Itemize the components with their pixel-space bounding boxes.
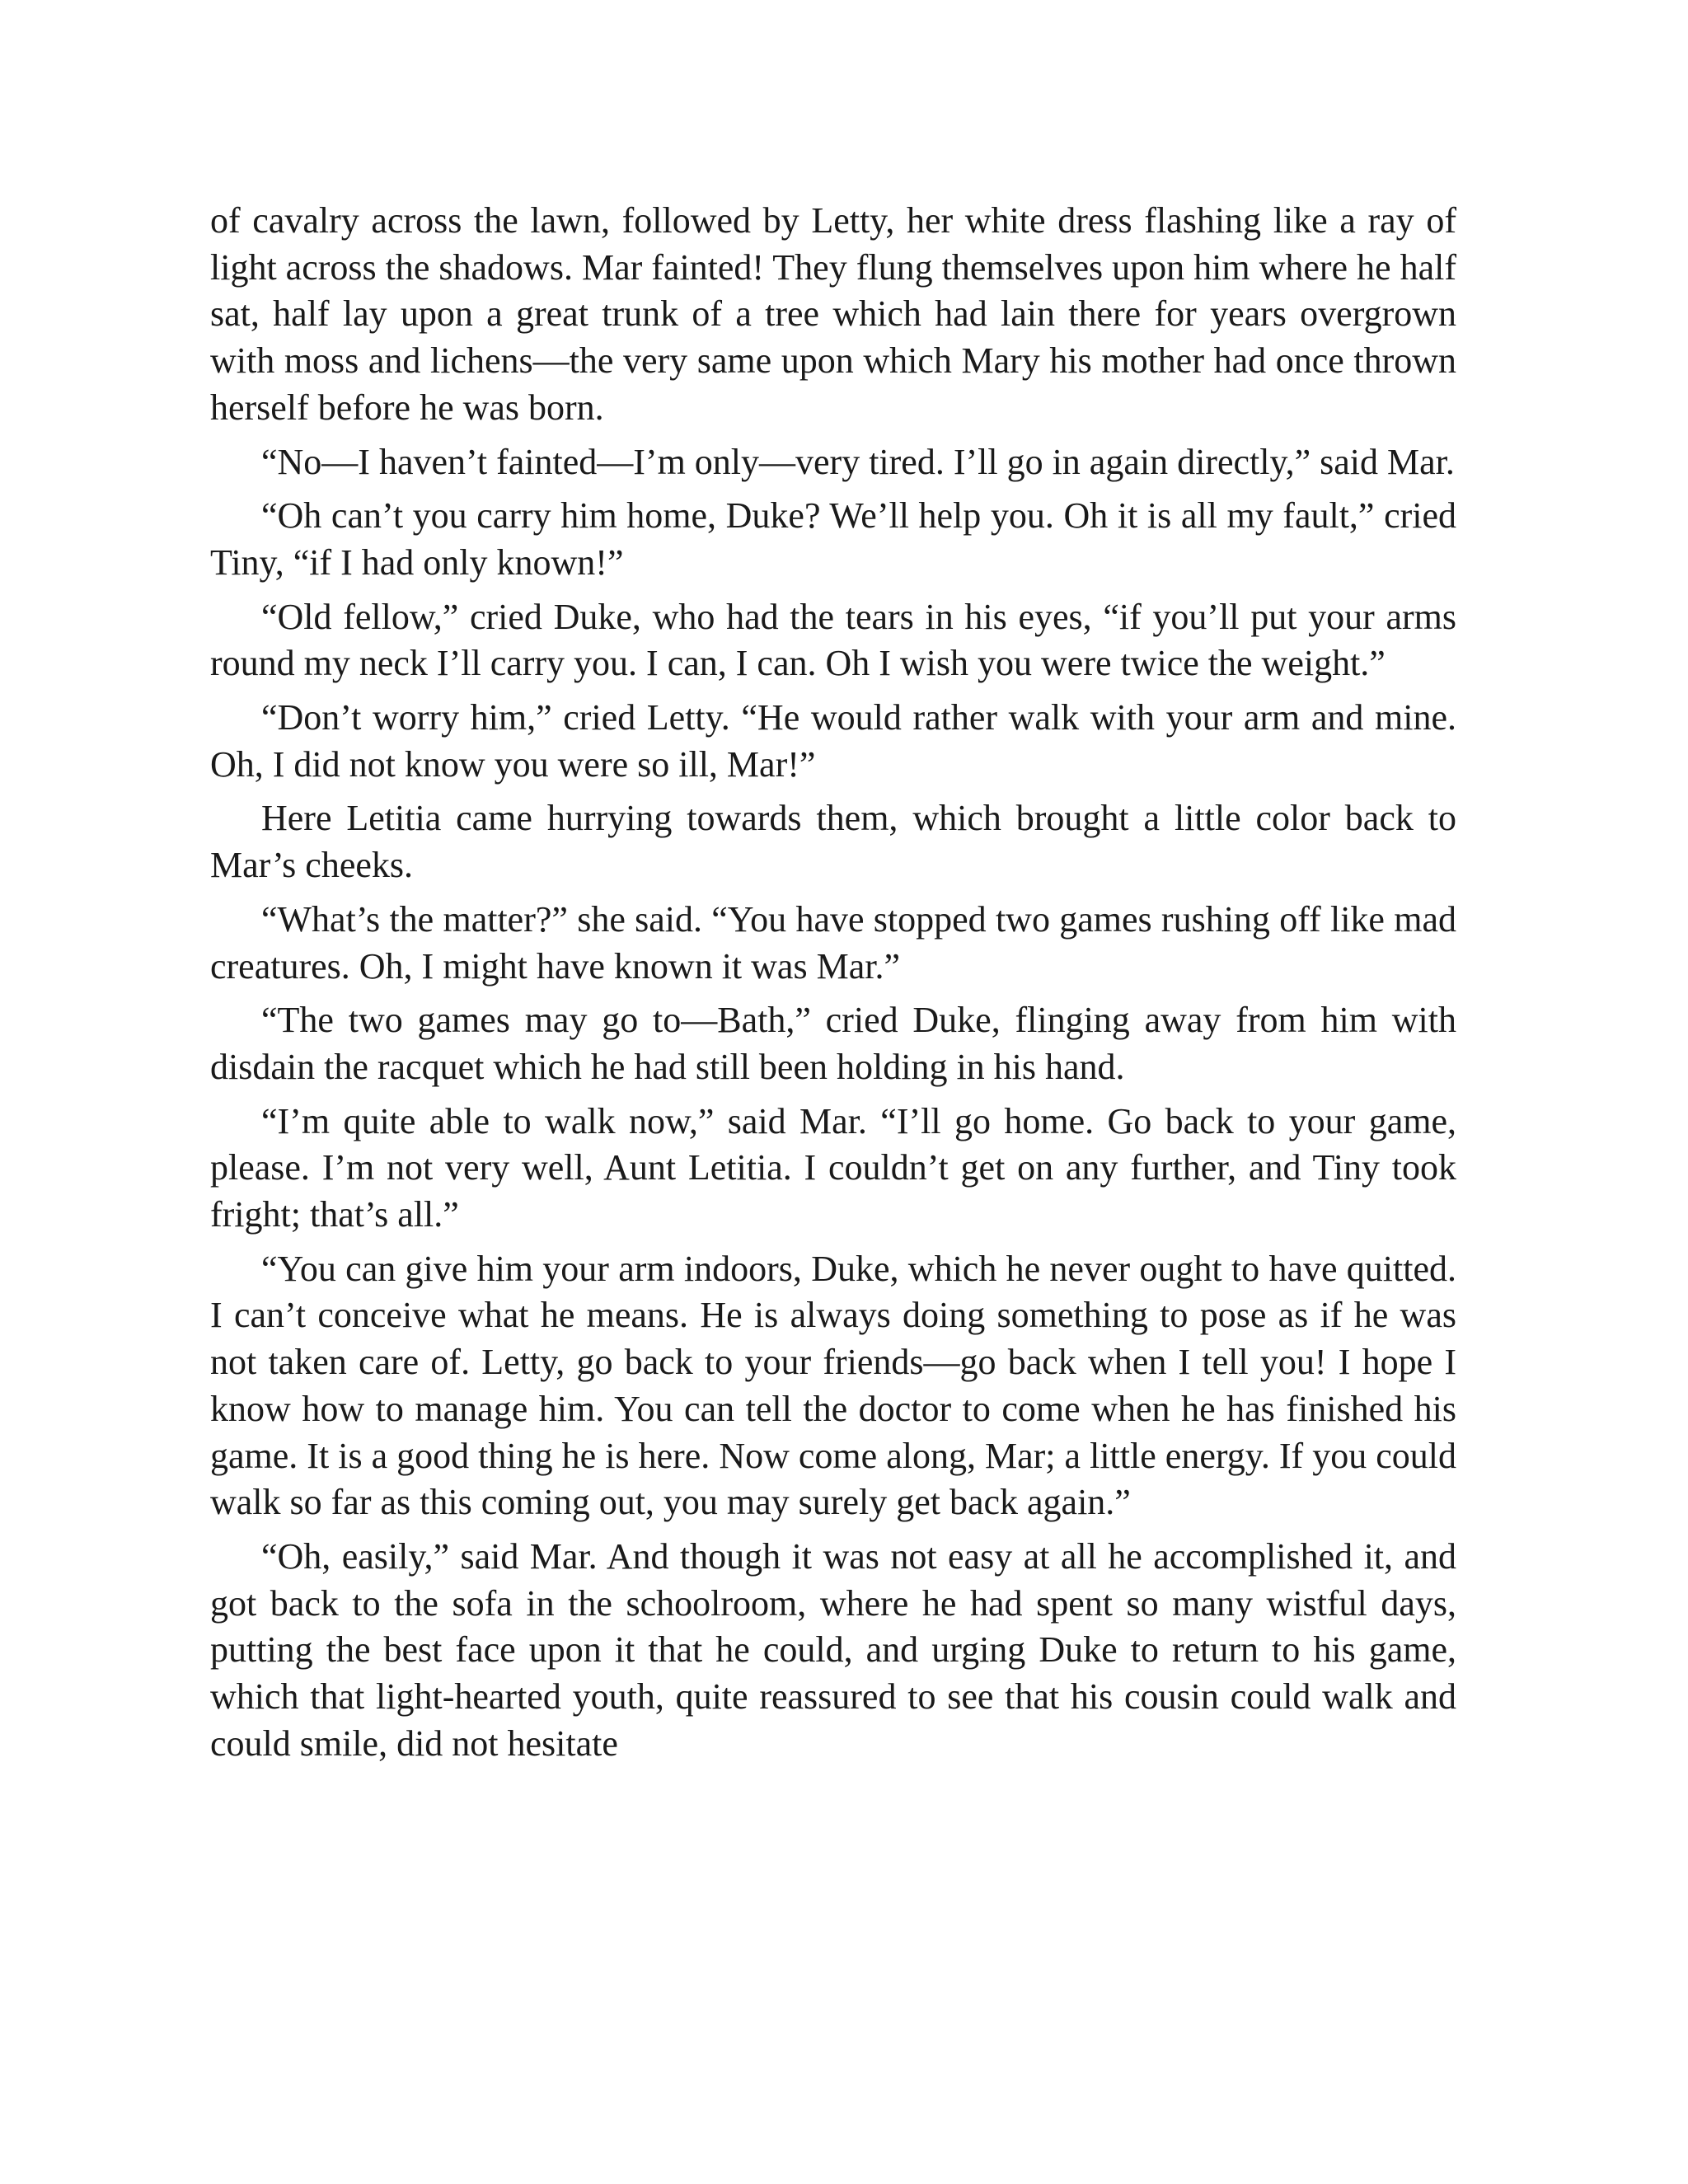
paragraph-6: Here Letitia came hurrying towards them, which brought a little color back to Mar’s cheeks. xyxy=(210,798,1456,886)
paragraph-8: “The two games may go to—Bath,” cried Duke, flinging away from him with disdain the racquet which he had still been holding in his hand. xyxy=(210,1000,1456,1087)
paragraph-9: “I’m quite able to walk now,” said Mar. “I’ll go home. Go back to your game, please. I’m not very well, Aunt Letitia. I couldn’t get on any further, and Tiny took fright; that’s all.” xyxy=(210,1100,1456,1235)
paragraph-11: “Oh, easily,” said Mar. And though it was not easy at all he accomplished it, and got back to the sofa in the schoolroom, where he had spent so many wistful days, putting the best face upon it that he could, and urging Duke to return to his game, which that light-hearted youth, quite reassured to see that his cousin could walk and could smile, did not hesitate xyxy=(210,1535,1456,1764)
paragraph-4: “Old fellow,” cried Duke, who had the tears in his eyes, “if you’ll put your arms round my neck I’ll carry you. I can, I can. Oh I wish you were twice the weight.” xyxy=(210,596,1456,684)
paragraph-2: “No—I haven’t fainted—I’m only—very tired. I’ll go in again directly,” said Mar. xyxy=(261,441,1455,482)
paragraph-10: “You can give him your arm indoors, Duke, which he never ought to have quitted. I can’t conceive what he means. He is always doing something to pose as if he was not taken care of. Letty, go back to your friends—go back when I tell you! I hope I know how to manage him. You can tell the doctor to come when he has finished his game. It is a good thing he is here. Now come along, Mar; a little energy. If you could walk so far as this coming out, you may surely get back again.” xyxy=(210,1248,1456,1523)
page-body xyxy=(210,198,1456,1775)
paragraph-5: “Don’t worry him,” cried Letty. “He would rather walk with your arm and mine. Oh, I did not know you were so ill, Mar!” xyxy=(210,697,1456,785)
paragraph-3: “Oh can’t you carry him home, Duke? We’ll help you. Oh it is all my fault,” cried Tiny, “if I had only known!” xyxy=(210,495,1456,583)
paragraph-1: of cavalry across the lawn, followed by Letty, her white dress flashing like a ray of light across the shadows. Mar fainted! They flung themselves upon him where he half sat, half lay upon a great trunk of a tree which had lain there for years overgrown with moss and lichens—the very same upon which Mary his mother had once thrown herself before he was born. xyxy=(210,200,1456,428)
paragraph-7: “What’s the matter?” she said. “You have stopped two games rushing off like mad creatures. Oh, I might have known it was Mar.” xyxy=(210,898,1456,987)
